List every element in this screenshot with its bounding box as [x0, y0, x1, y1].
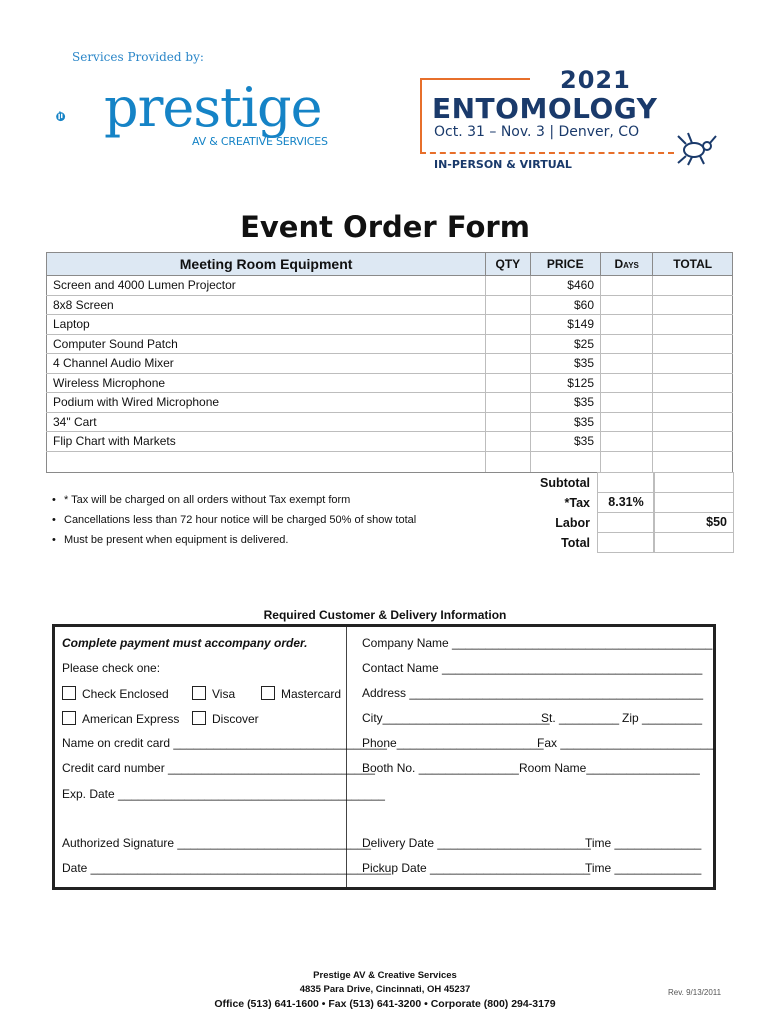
- days-cell[interactable]: [601, 276, 653, 296]
- item-name: Computer Sound Patch: [47, 334, 486, 354]
- note-item: • Must be present when equipment is delivered.: [52, 534, 289, 546]
- delivery-date-field[interactable]: Delivery Date _______________________: [362, 836, 591, 850]
- price-cell: $35: [530, 412, 601, 432]
- days-cell[interactable]: [601, 393, 653, 413]
- card-number-field[interactable]: Credit card number _______________________________: [62, 761, 375, 775]
- table-row: [47, 393, 733, 413]
- subtotal-label: Subtotal: [540, 476, 590, 490]
- discover-label: Discover: [212, 712, 259, 726]
- total-cell[interactable]: [653, 276, 733, 296]
- item-name: Podium with Wired Microphone: [47, 393, 486, 413]
- event-year: 2021: [560, 66, 631, 94]
- tax-rate: 8.31%: [597, 492, 655, 513]
- check-enclosed-checkbox[interactable]: [62, 686, 76, 700]
- table-row: [47, 315, 733, 335]
- mastercard-label: Mastercard: [281, 687, 342, 701]
- item-name: 4 Channel Audio Mixer: [47, 354, 486, 374]
- revision-date: Rev. 9/13/2011: [668, 988, 722, 997]
- authorized-signature-field[interactable]: Authorized Signature _____________________________: [62, 836, 371, 850]
- item-name: Laptop: [47, 315, 486, 335]
- prestige-logo-wordmark: prestige: [104, 76, 322, 139]
- event-mode: IN-PERSON & VIRTUAL: [434, 158, 572, 171]
- note-item: • Cancellations less than 72 hour notice will be charged 50% of show total: [52, 514, 417, 526]
- name-on-card-field[interactable]: Name on credit card ________________________________: [62, 736, 387, 750]
- total-days-cell: [597, 532, 655, 553]
- check-enclosed-label: Check Enclosed: [82, 687, 169, 701]
- item-name: Flip Chart with Markets: [47, 432, 486, 452]
- page-title: Event Order Form: [240, 210, 530, 244]
- footer-phones: Office (513) 641-1600 • Fax (513) 641-3200 • Corporate (800) 294-3179: [214, 998, 556, 1010]
- table-row: [47, 354, 733, 374]
- visa-option[interactable]: [192, 686, 235, 701]
- footer-company: Prestige AV & Creative Services: [313, 970, 457, 981]
- prestige-logo-subtitle: AV & CREATIVE SERVICES: [192, 135, 328, 148]
- state-field[interactable]: St. _________: [541, 711, 620, 725]
- total-cell[interactable]: [653, 315, 733, 335]
- total-cell[interactable]: [653, 393, 733, 413]
- footer-address: 4835 Para Drive, Cincinnati, OH 45237: [299, 984, 471, 995]
- total-cell[interactable]: [653, 451, 733, 472]
- room-name-field[interactable]: Room Name_________________: [519, 761, 700, 775]
- days-cell[interactable]: [601, 432, 653, 452]
- total-cell[interactable]: [653, 354, 733, 374]
- labor-label: Labor: [555, 516, 590, 530]
- visa-label: Visa: [212, 687, 236, 701]
- table-row: [47, 295, 733, 315]
- tax-label: *Tax: [564, 496, 590, 510]
- item-name: Wireless Microphone: [47, 373, 486, 393]
- price-cell-blank[interactable]: [530, 451, 601, 472]
- event-logo-dashed-line: [420, 152, 674, 154]
- table-row-blank: [47, 451, 733, 472]
- equipment-table: [46, 252, 733, 473]
- services-provided-label: Services Provided by:: [72, 50, 204, 64]
- pickup-time-field[interactable]: Time _____________: [585, 861, 702, 875]
- qty-cell[interactable]: [486, 354, 530, 374]
- price-cell: $125: [530, 373, 601, 393]
- contact-name-field[interactable]: Contact Name _______________________________________: [362, 661, 703, 675]
- notes-list: [52, 490, 416, 550]
- pickup-date-field[interactable]: Pickup Date ________________________: [362, 861, 591, 875]
- qty-cell[interactable]: [486, 315, 530, 335]
- days-cell[interactable]: [601, 354, 653, 374]
- insect-icon: [672, 130, 718, 166]
- visa-checkbox[interactable]: [192, 686, 206, 700]
- tax-value-field[interactable]: [653, 492, 734, 513]
- company-name-field[interactable]: Company Name _______________________________________: [362, 636, 713, 650]
- price-cell: $149: [530, 315, 601, 335]
- days-cell[interactable]: [601, 451, 653, 472]
- qty-cell[interactable]: [486, 295, 530, 315]
- table-header-row: [47, 253, 733, 276]
- price-cell: $460: [530, 276, 601, 296]
- qty-cell[interactable]: [486, 334, 530, 354]
- qty-cell[interactable]: [486, 412, 530, 432]
- check-enclosed-option[interactable]: [62, 686, 169, 701]
- check-one-label: Please check one:: [62, 661, 161, 675]
- days-cell[interactable]: [601, 373, 653, 393]
- table-row: [47, 432, 733, 452]
- address-field[interactable]: Address ____________________________________________: [362, 686, 704, 700]
- exp-date-field[interactable]: Exp. Date ________________________________________: [62, 787, 385, 801]
- mastercard-checkbox[interactable]: [261, 686, 275, 700]
- col-header-total: TOTAL: [653, 253, 733, 276]
- note-text: * Tax will be charged on all orders without Tax exempt form: [64, 494, 351, 506]
- qty-cell[interactable]: [486, 373, 530, 393]
- col-header-qty: QTY: [486, 253, 530, 276]
- table-row: [47, 334, 733, 354]
- total-cell[interactable]: [653, 432, 733, 452]
- qty-cell[interactable]: [486, 451, 530, 472]
- zip-field[interactable]: Zip _________: [622, 711, 703, 725]
- table-row: [47, 276, 733, 296]
- labor-value: $50: [653, 512, 734, 533]
- prestige-logo-mark-icon: [56, 84, 106, 150]
- payment-note: Complete payment must accompany order.: [62, 636, 308, 650]
- amex-checkbox[interactable]: [62, 711, 76, 725]
- col-header-equipment: Meeting Room Equipment: [47, 253, 486, 276]
- event-logo-frame-top: [420, 78, 530, 80]
- total-cell[interactable]: [653, 373, 733, 393]
- days-cell[interactable]: [601, 315, 653, 335]
- total-label: Total: [561, 536, 590, 550]
- price-cell: $35: [530, 393, 601, 413]
- item-name: 8x8 Screen: [47, 295, 486, 315]
- amex-label: American Express: [82, 712, 180, 726]
- amex-option[interactable]: [62, 711, 179, 726]
- note-item: • * Tax will be charged on all orders without Tax exempt form: [52, 494, 351, 506]
- qty-cell[interactable]: [486, 393, 530, 413]
- event-logo-frame-left: [420, 78, 422, 154]
- event-dates: Oct. 31 – Nov. 3 | Denver, CO: [434, 124, 640, 140]
- col-header-price: PRICE: [530, 253, 601, 276]
- fax-field[interactable]: Fax _______________________: [537, 736, 714, 750]
- days-cell[interactable]: [601, 334, 653, 354]
- price-cell: $25: [530, 334, 601, 354]
- qty-cell[interactable]: [486, 432, 530, 452]
- subtotal-value-field[interactable]: [653, 472, 734, 493]
- discover-option[interactable]: [192, 711, 259, 726]
- price-cell: $35: [530, 432, 601, 452]
- total-cell[interactable]: [653, 295, 733, 315]
- labor-days-cell: [597, 512, 655, 533]
- city-field[interactable]: City_________________________: [362, 711, 550, 725]
- table-row: [47, 412, 733, 432]
- days-cell[interactable]: [601, 412, 653, 432]
- customer-section-title: Required Customer & Delivery Information: [263, 608, 507, 622]
- price-cell: $60: [530, 295, 601, 315]
- phone-field[interactable]: Phone______________________: [362, 736, 544, 750]
- date-field[interactable]: Date _____________________________________________: [62, 861, 392, 875]
- total-cell[interactable]: [653, 412, 733, 432]
- subtotal-days-cell: [597, 472, 655, 493]
- booth-number-field[interactable]: Booth No. _______________: [362, 761, 519, 775]
- item-name: 34" Cart: [47, 412, 486, 432]
- discover-checkbox[interactable]: [192, 711, 206, 725]
- item-name-blank[interactable]: [47, 451, 486, 472]
- qty-cell[interactable]: [486, 276, 530, 296]
- days-cell[interactable]: [601, 295, 653, 315]
- note-text: Cancellations less than 72 hour notice will be charged 50% of show total: [64, 514, 417, 526]
- col-header-days: Days: [601, 253, 653, 276]
- note-text: Must be present when equipment is delivered.: [64, 534, 289, 546]
- delivery-time-field[interactable]: Time _____________: [585, 836, 702, 850]
- mastercard-option[interactable]: [261, 686, 341, 701]
- event-name: ENTOMOLOGY: [432, 92, 658, 125]
- table-row: [47, 373, 733, 393]
- price-cell: $35: [530, 354, 601, 374]
- total-cell[interactable]: [653, 334, 733, 354]
- grand-total-field[interactable]: [653, 532, 734, 553]
- item-name: Screen and 4000 Lumen Projector: [47, 276, 486, 296]
